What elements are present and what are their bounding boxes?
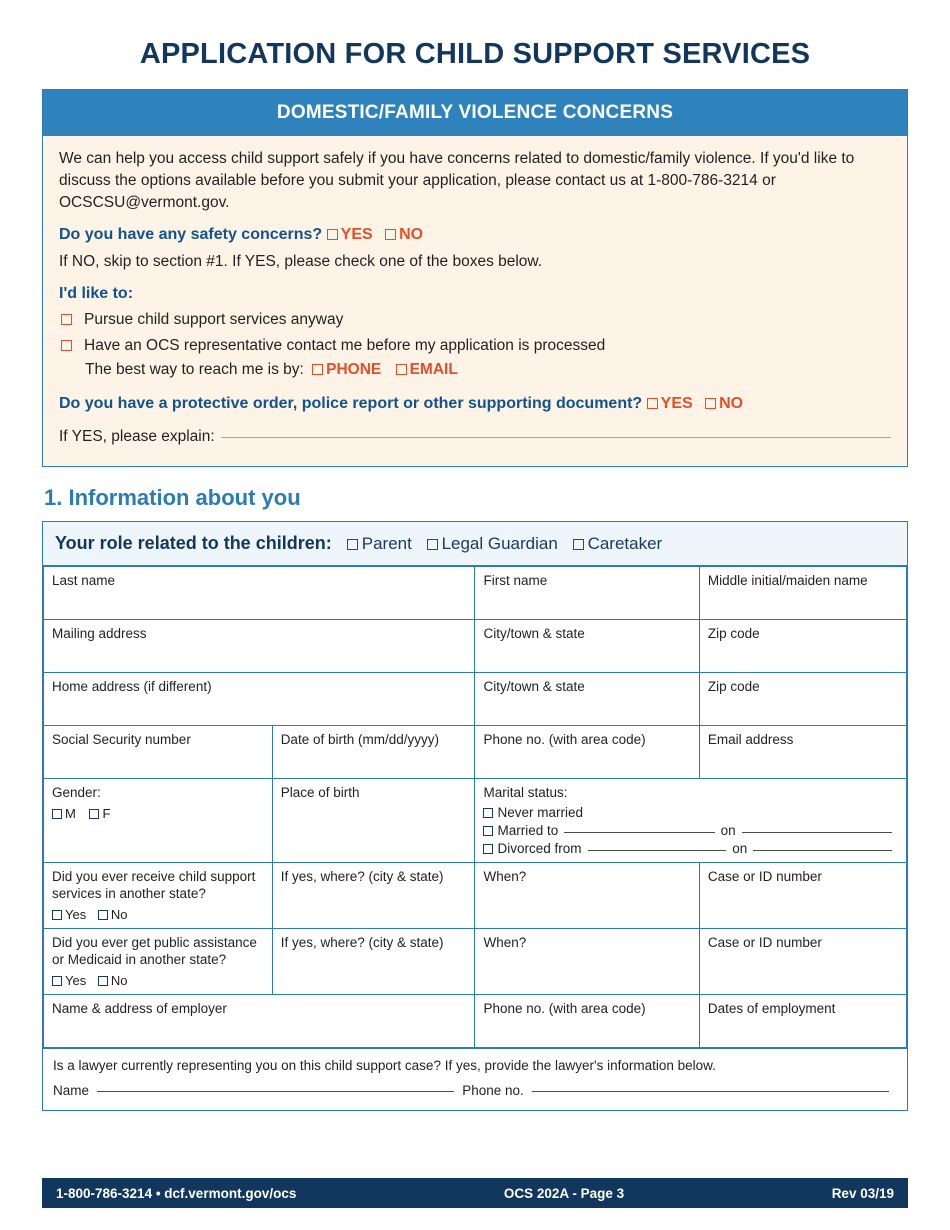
dv-intro-text: We can help you access child support safely if you have concerns related to domestic/family violence. If you'd like to discuss the options available before you submit your application, please contact us at 1-800-786-3214 or OCSCSU@vermont.gov. [59, 150, 855, 211]
best-way-to-reach-row [85, 359, 891, 381]
field-ssn-label: Social Security number [52, 732, 191, 748]
role-legal-guardian-label: Legal Guardian [441, 534, 558, 554]
marital-divorced-input[interactable] [588, 850, 727, 851]
field-prior-support-when[interactable] [475, 863, 699, 929]
page-footer [0, 1178, 950, 1208]
field-prior-support-where-label: If yes, where? (city & state) [280, 869, 444, 885]
field-email-label: Email address [707, 732, 794, 748]
field-middle-initial[interactable] [699, 567, 906, 620]
field-public-assistance-when-label: When? [483, 934, 527, 950]
marital-married-label: Married to [497, 823, 559, 839]
field-gender[interactable] [44, 779, 273, 863]
field-middle-initial-label: Middle initial/maiden name [707, 573, 868, 589]
field-public-assistance-when[interactable] [475, 928, 699, 994]
best-way-to-reach-label: The best way to reach me is by: [85, 361, 304, 379]
table-row [44, 779, 907, 863]
field-mailing-zip[interactable] [699, 620, 906, 673]
safety-concerns-question: Do you have any safety concerns? [59, 226, 323, 243]
field-home-city-state-label: City/town & state [483, 679, 585, 695]
prior-support-options[interactable] [52, 907, 264, 922]
field-home-zip-label: Zip code [707, 679, 760, 695]
field-mailing-city-state-label: City/town & state [483, 626, 585, 642]
gender-m-label: M [65, 806, 76, 822]
field-public-assistance-question[interactable] [44, 928, 273, 994]
prior-support-yes-checkbox[interactable] [52, 910, 62, 920]
personal-info-grid [43, 566, 907, 1047]
table-row [44, 863, 907, 929]
marital-married-on-label: on [720, 823, 736, 839]
field-public-assistance-case-id[interactable] [699, 928, 906, 994]
reach-phone-checkbox[interactable] [312, 364, 323, 375]
field-employer-phone[interactable] [475, 994, 699, 1047]
id-like-to-label: I'd like to: [59, 284, 134, 302]
field-home-address[interactable] [44, 673, 475, 726]
table-row [44, 726, 907, 779]
field-prior-support-case-id-label: Case or ID number [707, 869, 822, 885]
reach-email-label: EMAIL [409, 361, 458, 379]
field-dob-label: Date of birth (mm/dd/yyyy) [280, 732, 439, 748]
field-home-city-state[interactable] [475, 673, 699, 726]
role-row [43, 522, 907, 566]
public-assistance-no-checkbox[interactable] [98, 976, 108, 986]
role-parent-label: Parent [361, 534, 412, 554]
table-row [44, 567, 907, 620]
field-dob[interactable] [272, 726, 475, 779]
marital-divorced-date-input[interactable] [753, 850, 892, 851]
safety-yes-label: YES [340, 226, 373, 243]
protective-order-question-row [59, 393, 891, 416]
table-row [44, 620, 907, 673]
prior-support-no-checkbox[interactable] [98, 910, 108, 920]
domestic-violence-header: DOMESTIC/FAMILY VIOLENCE CONCERNS [43, 90, 907, 136]
role-option-legal-guardian[interactable] [427, 534, 563, 553]
field-last-name-label: Last name [52, 573, 116, 589]
role-parent-checkbox[interactable] [347, 539, 358, 550]
dv-option-1-label: Pursue child support services anyway [84, 311, 344, 329]
information-about-you-form [42, 521, 908, 1110]
public-assistance-yes-label: Yes [65, 972, 87, 988]
safety-yes-checkbox[interactable] [327, 229, 338, 240]
marital-never-married-row[interactable] [483, 805, 898, 820]
lawyer-phone-input[interactable] [532, 1091, 889, 1092]
field-last-name[interactable] [44, 567, 475, 620]
field-prior-support-when-label: When? [483, 869, 527, 885]
field-public-assistance-where-label: If yes, where? (city & state) [280, 934, 444, 950]
field-employer-name-address[interactable] [44, 994, 475, 1047]
table-row [44, 673, 907, 726]
field-place-of-birth-label: Place of birth [280, 785, 360, 801]
prior-support-yes-label: Yes [65, 906, 87, 922]
role-option-caretaker[interactable] [573, 534, 663, 553]
field-public-assistance-label: Did you ever get public assistance or Medicaid in another state? [52, 934, 257, 967]
field-phone[interactable] [475, 726, 699, 779]
field-home-address-label: Home address (if different) [52, 679, 212, 695]
protective-yes-checkbox[interactable] [647, 398, 658, 409]
table-row [44, 928, 907, 994]
role-label: Your role related to the children: [55, 533, 332, 554]
marital-divorced-row[interactable] [483, 841, 898, 856]
field-first-name-label: First name [483, 573, 548, 589]
field-marital-status-label: Marital status: [483, 785, 568, 801]
field-prior-support-where[interactable] [272, 863, 475, 929]
explain-label: If YES, please explain: [59, 428, 215, 446]
safety-concerns-question-row [59, 224, 891, 247]
lawyer-question: Is a lawyer currently representing you on this child support case? If yes, provide the lawyer's information below. [53, 1057, 716, 1073]
marital-divorced-on-label: on [732, 841, 748, 857]
gender-m-checkbox[interactable] [52, 809, 62, 819]
field-employment-dates[interactable] [699, 994, 906, 1047]
marital-married-row[interactable] [483, 823, 898, 838]
dv-option-2-row[interactable] [61, 335, 891, 357]
dv-option-1-checkbox[interactable] [61, 314, 72, 325]
lawyer-section [43, 1048, 907, 1110]
field-employer-phone-label: Phone no. (with area code) [483, 1000, 646, 1016]
skip-note: If NO, skip to section #1. If YES, please check one of the boxes below. [59, 252, 543, 270]
dv-option-2-label: Have an OCS representative contact me before my application is processed [84, 337, 606, 355]
footer-contact: 1-800-786-3214 • dcf.vermont.gov/ocs [56, 1185, 297, 1201]
field-phone-label: Phone no. (with area code) [483, 732, 646, 748]
table-row [44, 994, 907, 1047]
field-marital-status[interactable] [475, 779, 907, 863]
marital-divorced-label: Divorced from [497, 841, 582, 857]
reach-phone-label: PHONE [326, 361, 382, 379]
public-assistance-no-label: No [110, 972, 128, 988]
footer-form-id: OCS 202A - Page 3 [503, 1185, 625, 1201]
safety-no-checkbox[interactable] [385, 229, 396, 240]
field-employment-dates-label: Dates of employment [707, 1000, 836, 1016]
field-mailing-address-label: Mailing address [52, 626, 147, 642]
reach-email-checkbox[interactable] [396, 364, 407, 375]
field-public-assistance-where[interactable] [272, 928, 475, 994]
role-option-parent[interactable] [347, 534, 417, 553]
lawyer-name-label: Name [53, 1082, 90, 1098]
explain-row [59, 426, 891, 448]
footer-revision: Rev 03/19 [831, 1185, 894, 1201]
dv-option-2-checkbox[interactable] [61, 340, 72, 351]
page-title: APPLICATION FOR CHILD SUPPORT SERVICES [139, 38, 811, 70]
public-assistance-options[interactable] [52, 973, 264, 988]
field-mailing-zip-label: Zip code [707, 626, 760, 642]
gender-f-checkbox[interactable] [89, 809, 99, 819]
field-mailing-city-state[interactable] [475, 620, 699, 673]
public-assistance-yes-checkbox[interactable] [52, 976, 62, 986]
section-1-heading: 1. Information about you [44, 485, 301, 511]
gender-f-label: F [102, 806, 111, 822]
role-legal-guardian-checkbox[interactable] [427, 539, 438, 550]
domestic-violence-body [43, 136, 907, 466]
marital-married-input[interactable] [564, 832, 714, 833]
dv-option-1-row[interactable] [61, 309, 891, 331]
field-gender-label: Gender: [52, 785, 101, 801]
field-employer-name-address-label: Name & address of employer [52, 1000, 227, 1016]
marital-married-date-input[interactable] [742, 832, 892, 833]
field-prior-support-case-id[interactable] [699, 863, 906, 929]
safety-no-label: NO [399, 226, 424, 243]
protective-order-question: Do you have a protective order, police report or other supporting document? [59, 395, 643, 413]
lawyer-fields-row [53, 1083, 897, 1098]
marital-divorced-checkbox[interactable] [483, 844, 493, 854]
marital-never-checkbox[interactable] [483, 808, 493, 818]
lawyer-name-input[interactable] [97, 1091, 454, 1092]
field-mailing-address[interactable] [44, 620, 475, 673]
field-first-name[interactable] [475, 567, 699, 620]
domestic-violence-section [42, 89, 908, 467]
field-ssn[interactable] [44, 726, 273, 779]
field-prior-support-question[interactable] [44, 863, 273, 929]
role-caretaker-label: Caretaker [587, 534, 663, 554]
gender-options[interactable] [52, 806, 264, 821]
role-caretaker-checkbox[interactable] [573, 539, 584, 550]
field-prior-support-label: Did you ever receive child support services in another state? [52, 869, 256, 901]
field-home-zip[interactable] [699, 673, 906, 726]
protective-yes-label: YES [660, 395, 693, 413]
protective-no-label: NO [719, 395, 744, 413]
explain-input-line[interactable] [221, 437, 891, 438]
field-place-of-birth[interactable] [272, 779, 475, 863]
protective-no-checkbox[interactable] [705, 398, 716, 409]
lawyer-phone-label: Phone no. [462, 1082, 524, 1098]
marital-never-label: Never married [497, 805, 584, 821]
field-email[interactable] [699, 726, 906, 779]
marital-married-checkbox[interactable] [483, 826, 493, 836]
prior-support-no-label: No [110, 906, 128, 922]
field-public-assistance-case-id-label: Case or ID number [707, 934, 822, 950]
